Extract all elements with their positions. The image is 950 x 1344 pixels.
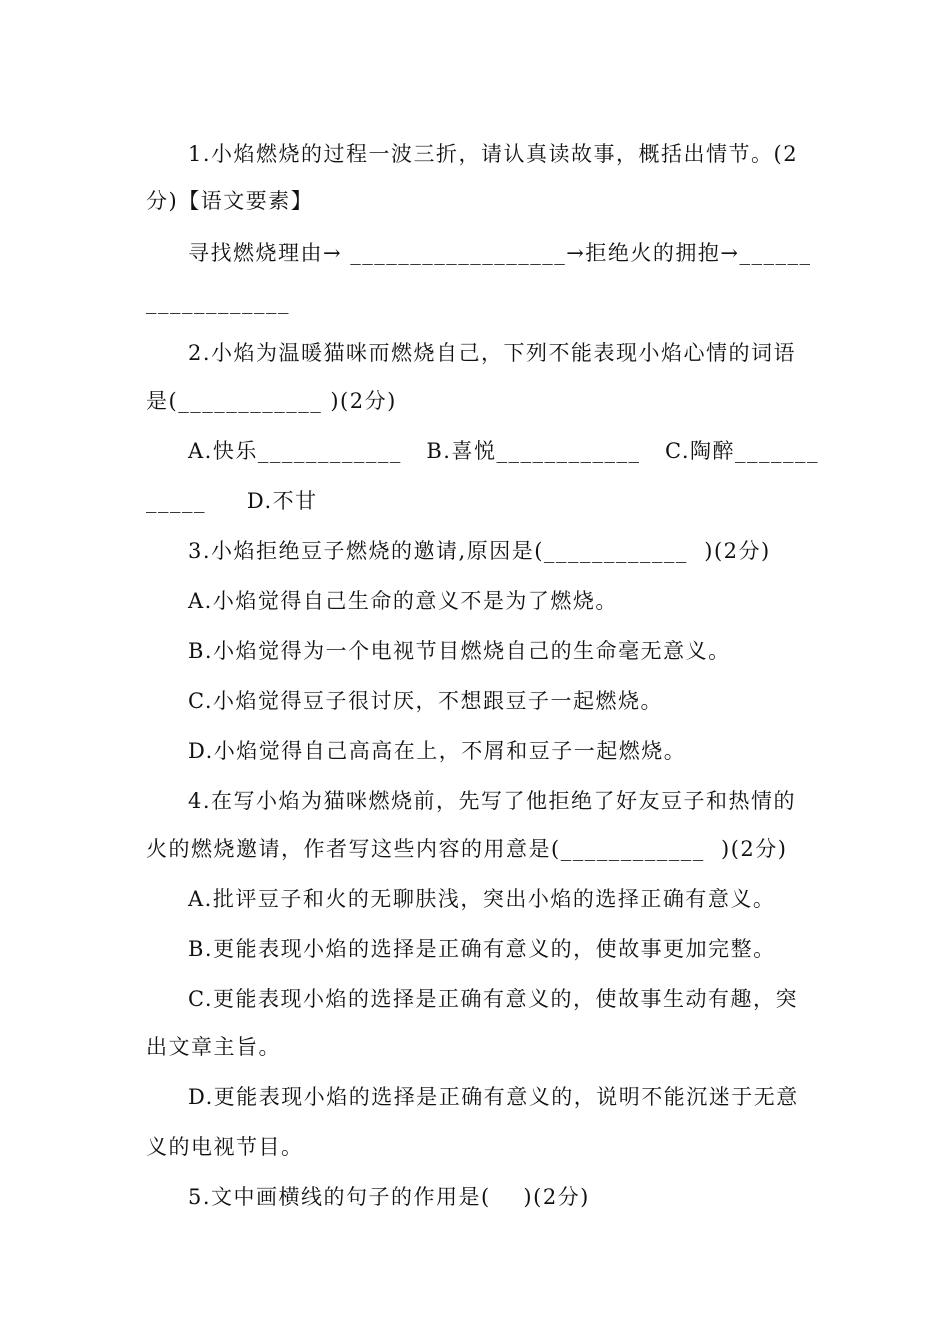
q1-text-line-1: 1.小焰燃烧的过程一波三折，请认真读故事，概括出情节。(2: [188, 142, 799, 166]
q4-option-d-line-2: 义的电视节目。: [146, 1135, 304, 1159]
q2-options-line-2: _____ D.不甘: [146, 489, 318, 513]
q4-option-a: A.批评豆子和火的无聊肤浅，突出小焰的选择正确有意义。: [188, 887, 776, 911]
q2-options-line-1: A.快乐____________ B.喜悦____________ C.陶醉_______: [188, 439, 819, 463]
q2-text-line-2: 是(____________ )(2分): [146, 389, 397, 413]
q4-text-line-1: 4.在写小焰为猫咪燃烧前，先写了他拒绝了好友豆子和热情的: [188, 789, 797, 813]
q3-option-d: D.小焰觉得自己高高在上，不屑和豆子一起燃烧。: [188, 739, 687, 763]
q2-text-line-1: 2.小焰为温暖猫咪而燃烧自己，下列不能表现小焰心情的词语: [188, 341, 797, 365]
q3-text-line: 3.小焰拒绝豆子燃烧的邀请,原因是(____________ )(2分): [188, 539, 771, 563]
q1-answer-line-2: ____________: [146, 290, 290, 314]
q4-option-d-line-1: D.更能表现小焰的选择是正确有意义的，说明不能沉迷于无意: [188, 1085, 799, 1109]
q3-option-b: B.小焰觉得为一个电视节目燃烧自己的生命毫无意义。: [188, 639, 731, 663]
q4-option-c-line-2: 出文章主旨。: [146, 1035, 281, 1059]
q1-text-line-2: 分)【语文要素】: [146, 189, 314, 213]
q1-answer-line-1: 寻找燃烧理由→ __________________→拒绝火的拥抱→______: [188, 241, 812, 265]
q5-text-line: 5.文中画横线的句子的作用是( )(2分): [188, 1185, 590, 1209]
q4-text-line-2: 火的燃烧邀请，作者写这些内容的用意是(____________ )(2分): [146, 837, 788, 861]
q3-option-a: A.小焰觉得自己生命的意义不是为了燃烧。: [188, 589, 618, 613]
q4-option-c-line-1: C.更能表现小焰的选择是正确有意义的，使故事生动有趣，突: [188, 987, 798, 1011]
q3-option-c: C.小焰觉得豆子很讨厌，不想跟豆子一起燃烧。: [188, 689, 663, 713]
q4-option-b: B.更能表现小焰的选择是正确有意义的，使故事更加完整。: [188, 937, 776, 961]
